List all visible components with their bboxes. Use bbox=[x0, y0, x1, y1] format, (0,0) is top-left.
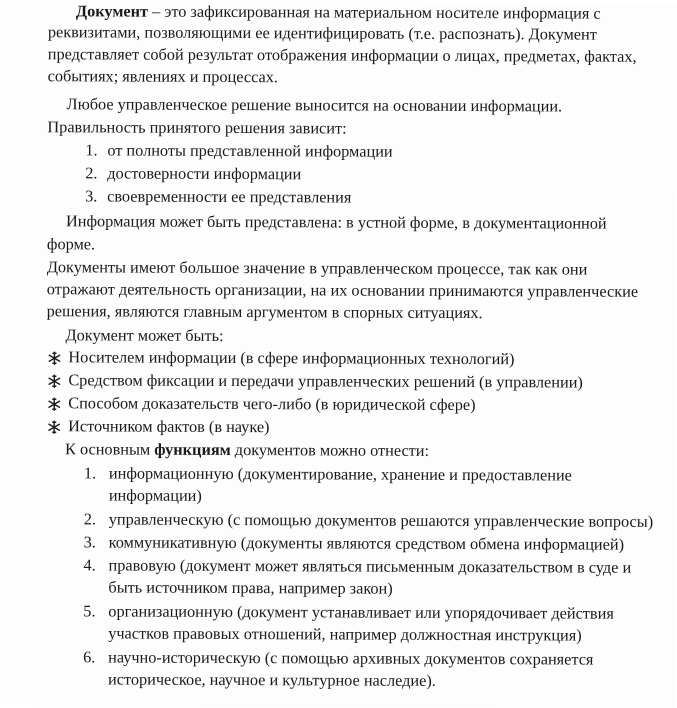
intro-line-1-rest: это зафиксированная на материальном носителе информация с bbox=[164, 2, 600, 23]
document-term: Документ bbox=[76, 1, 148, 20]
function-item-4-number: 4. bbox=[83, 554, 95, 576]
forms-line-2: форме. bbox=[47, 233, 95, 255]
snowflake-bullet-icon bbox=[47, 351, 61, 365]
function-item-1-line-2: информации) bbox=[109, 484, 202, 506]
functions-heading-bold: функциям bbox=[154, 440, 231, 459]
decision-line-1: Любое управленческое решение выносится на основании информации. bbox=[66, 93, 562, 117]
function-item-4-line-2: быть источником права, например закон) bbox=[108, 576, 392, 599]
decision-item-1-text: от полноты представленной информации bbox=[107, 139, 392, 162]
function-item-5-number: 5. bbox=[83, 600, 95, 622]
importance-line-3: решения, являются главным аргументом в спорных ситуациях. bbox=[47, 300, 483, 324]
snowflake-bullet-icon bbox=[47, 374, 61, 388]
function-item-5-line-1: организационную (документ устанавливает или упорядочивает действия bbox=[108, 600, 614, 624]
term-dash: – bbox=[148, 2, 164, 21]
function-item-2-line-1: управленческую (с помощью документов решаются управленческие вопросы) bbox=[109, 508, 654, 532]
roles-heading: Документ может быть: bbox=[65, 324, 223, 347]
snowflake-bullet-icon bbox=[47, 397, 61, 411]
function-item-1-line-1: информационную (документирование, хранение и предоставление bbox=[109, 462, 572, 486]
function-item-2-number: 2. bbox=[84, 508, 96, 530]
forms-line-1: Информация может быть представлена: в устной форме, в документационной bbox=[66, 210, 607, 234]
function-item-6-number: 6. bbox=[83, 646, 95, 668]
roles-item-1: Носителем информации (в сфере информационных технологий) bbox=[68, 346, 514, 370]
decision-item-2-text: достоверности информации bbox=[107, 162, 301, 185]
intro-line-3: представляет собой результат отображения информации о лицах, предметах, фактах, bbox=[48, 43, 637, 68]
function-item-3-line-1: коммуникативную (документы являются средством обмена информацией) bbox=[109, 531, 624, 555]
snowflake-bullet-icon bbox=[47, 420, 61, 434]
decision-item-1-number: 1. bbox=[85, 139, 97, 161]
roles-item-3: Способом доказательств чего-либо (в юридической сфере) bbox=[68, 392, 475, 416]
function-item-6-line-2: историческое, научное и культурное наследие). bbox=[108, 668, 436, 691]
decision-line-2: Правильность принятого решения зависит: bbox=[47, 116, 346, 139]
decision-item-2-number: 2. bbox=[85, 162, 97, 184]
decision-item-3-text: своевременности ее представления bbox=[107, 185, 351, 208]
intro-line-4: событиях; явлениях и процессах. bbox=[48, 65, 278, 88]
function-item-1-number: 1. bbox=[84, 462, 96, 484]
function-item-4-line-1: правовую (документ может являться письменным доказательством в суде и bbox=[108, 554, 631, 578]
importance-line-2: отражают деятельность организации, на их основании принимаются управленческие bbox=[47, 278, 638, 303]
roles-item-2: Средством фиксации и передачи управленческих решений (в управлении) bbox=[68, 369, 583, 393]
importance-line-1: Документы имеют большое значение в управленческом процессе, так как они bbox=[47, 256, 588, 280]
roles-item-4: Источником фактов (в науке) bbox=[68, 415, 269, 438]
function-item-6-line-1: научно-историческую (с помощью архивных документов сохраняется bbox=[108, 646, 593, 670]
functions-heading bbox=[65, 438, 429, 462]
intro-line-2: реквизитами, позволяющими ее идентифицировать (т.е. распознать). Документ bbox=[48, 21, 597, 45]
decision-item-3-number: 3. bbox=[85, 185, 97, 207]
function-item-5-line-2: участков правовых отношений, например должностная инструкция) bbox=[108, 622, 582, 646]
function-item-3-number: 3. bbox=[84, 531, 96, 553]
functions-heading-post: документов можно отнести: bbox=[231, 440, 429, 460]
functions-heading-pre: К основным bbox=[65, 439, 154, 458]
